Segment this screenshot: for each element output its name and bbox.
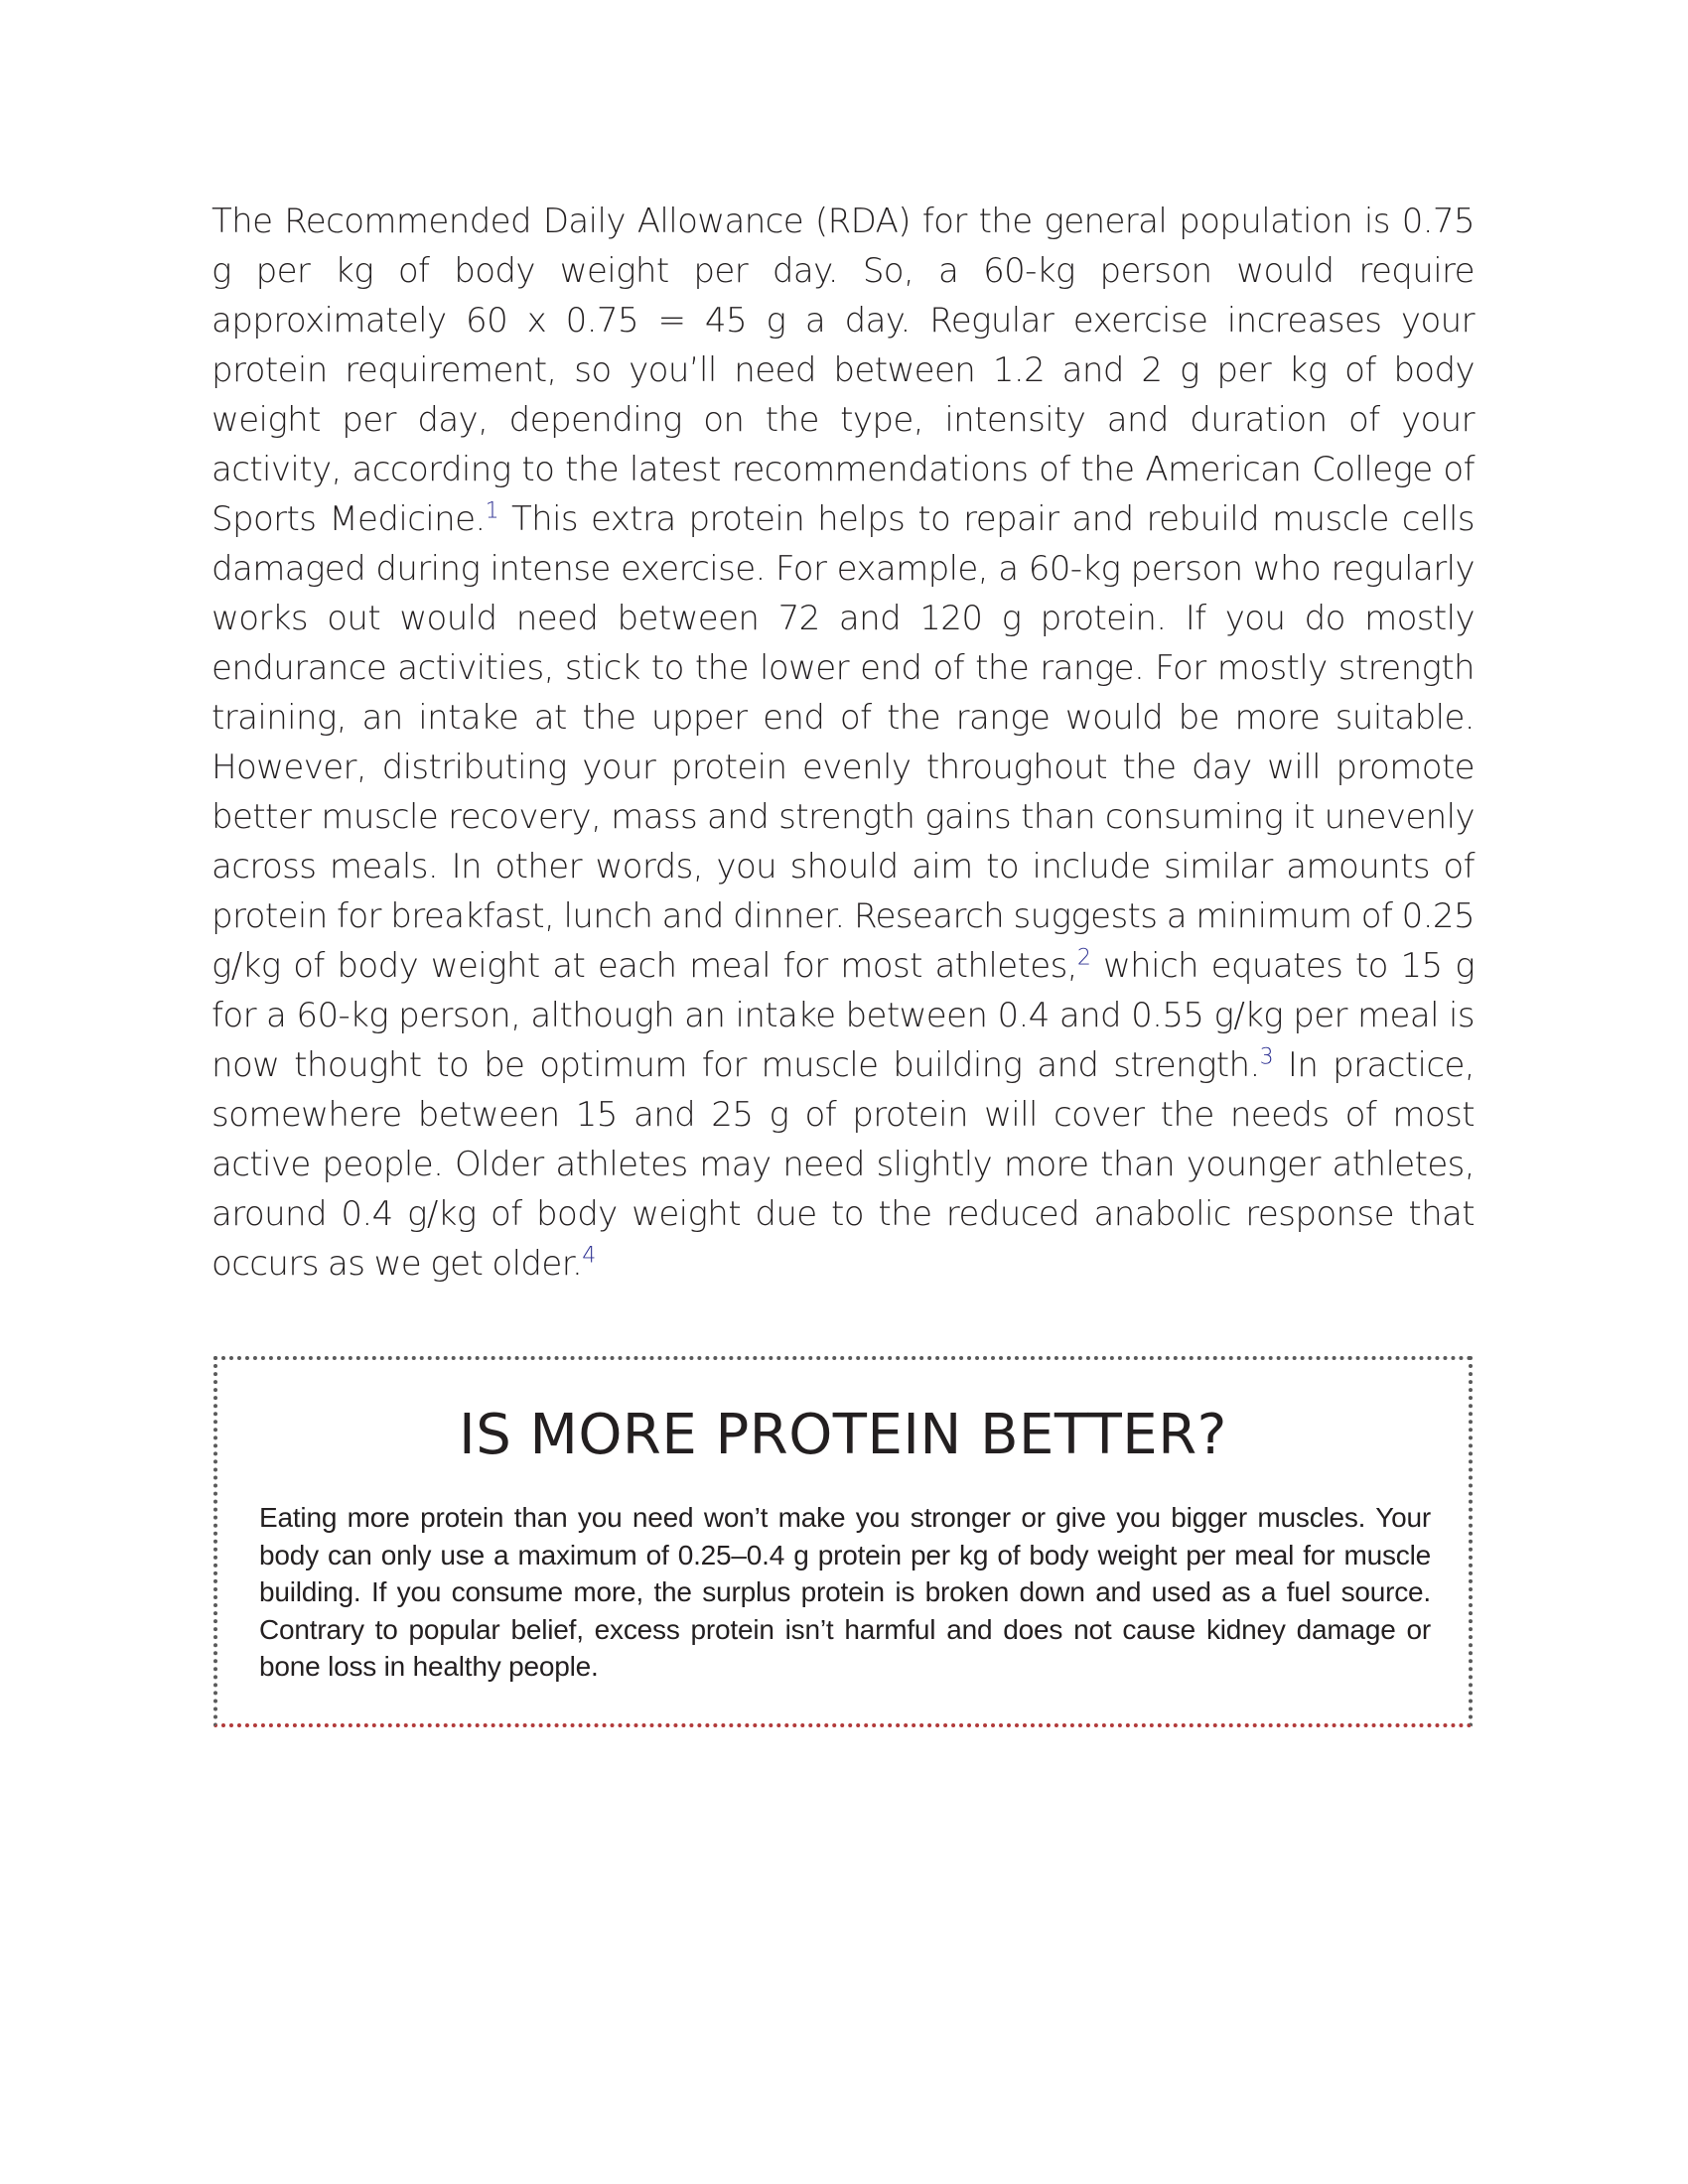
footnote-ref-3[interactable] xyxy=(1260,1045,1273,1070)
footnote-ref-2[interactable] xyxy=(1077,946,1090,971)
sidebar-text: Eating more protein than you need won’t make you stronger or give you bigger muscles. Your body can only use a maximum of 0.25–0.4 g protein per kg of body weight per meal for muscle building. If you consume more, the surplus protein is broken down and used as a fuel source. Contrary to popular belief, excess protein isn’t harmful and does not cause kidney damage or bone loss in healthy people. xyxy=(259,1502,1431,1682)
sidebar-box xyxy=(213,1356,1473,1727)
footnote-link-2[interactable]: 2 xyxy=(1076,945,1091,971)
footnote-link-1[interactable]: 1 xyxy=(485,498,499,524)
footnote-ref-1[interactable] xyxy=(486,499,498,524)
paragraph-text-part-2: This extra protein helps to repair and rebuild muscle cells damaged during intense exercise. For example, a 60-kg person who regularly works out would need between 72 and 120 g protein. If you do mostly endurance activities, stick to the lower end of the range. For mostly strength training, an intake at the upper end of the range would be more suitable. However, distributing your protein evenly throughout the day will promote better muscle recovery, mass and strength gains than consuming it unevenly across meals. In other words, you should aim to include similar amounts of protein for breakfast, lunch and dinner. Research suggests a minimum of 0.25 g/kg of body weight at each meal for most athletes, xyxy=(211,499,1475,986)
paragraph-text-part-1: The Recommended Daily Allowance (RDA) for the general population is 0.75 g per kg of body weight per day. So, a 60-kg person would require approximately 60 x 0.75 = 45 g a day. Regular exercise increases your protein requirement, so you’ll need between 1.2 and 2 g per kg of body weight per day, depending on the type, intensity and duration of your activity, according to the latest recommendations of the American College of Sports Medicine. xyxy=(211,202,1475,539)
paragraph-text-part-4: In practice, somewhere between 15 and 25 g of protein will cover the needs of most active people. Older athletes may need slightly more than younger athletes, around 0.4 g/kg of body weight due to the reduced anabolic response that occurs as we get older. xyxy=(211,1045,1475,1284)
main-paragraph xyxy=(211,197,1475,1289)
footnote-link-4[interactable]: 4 xyxy=(582,1243,596,1269)
sidebar-title: IS MORE PROTEIN BETTER? xyxy=(459,1403,1227,1467)
footnote-ref-4[interactable] xyxy=(582,1244,595,1269)
paragraph-text-part-3: which equates to 15 g for a 60-kg person, although an intake between 0.4 and 0.55 g/kg per meal is now thought to be optimum for muscle building and strength. xyxy=(211,946,1475,1085)
footnote-link-3[interactable]: 3 xyxy=(1259,1044,1274,1070)
